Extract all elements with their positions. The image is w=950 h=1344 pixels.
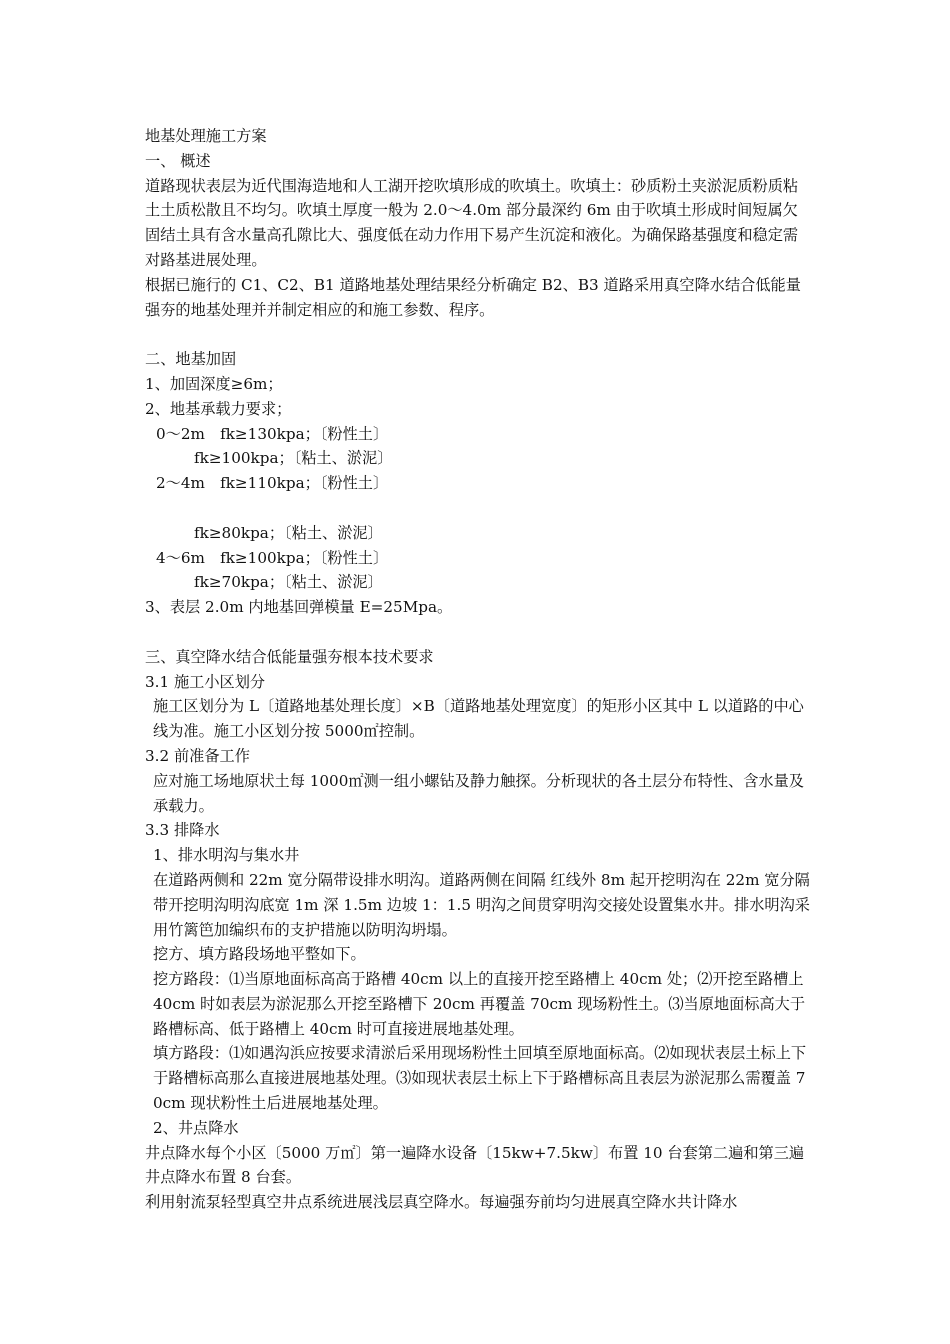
paragraph-overview-2: 根据已施行的 C1、C2、B1 道路地基处理结果经分析确定 B2、B3 道路采用真空降水结合低能量强夯的地基处理并并制定相应的和施工参数、程序。 (145, 275, 801, 319)
paragraph-well-point-1: 井点降水每个小区〔5000 万㎡〕第一遍降水设备〔15kw+7.5kw〕布置 10 台套第二遍和第三遍井点降水布置 8 台套。 (145, 1143, 805, 1187)
requirement-row: 2～4m fk≥110kpa；〔粉性土〕 (156, 474, 389, 493)
blank-line (145, 322, 810, 347)
paragraph-3-2: 应对施工场地原状土每 1000㎡测一组小螺钻及静力触探。分析现状的各土层分布特性、含水量及承载力。 (153, 771, 804, 815)
subsection-heading-3-2: 3.2 前准备工作 (145, 746, 250, 765)
paragraph-site-leveling: 挖方、填方路段场地平整如下。 (153, 945, 366, 964)
paragraph-3-1: 施工区划分为 L〔道路地基处理长度〕×B〔道路地基处理宽度〕的矩形小区其中 L 以道路的中心线为准。施工小区划分按 5000㎡控制。 (153, 697, 804, 741)
blank-line (145, 620, 810, 645)
requirement-row: fk≥100kpa；〔粘土、淤泥〕 (194, 449, 393, 468)
section-heading-reinforcement: 二、地基加固 (145, 350, 237, 369)
list-item-modulus: 3、表层 2.0m 内地基回弹模量 E=25Mpa。 (145, 598, 453, 617)
requirement-row: fk≥70kpa；〔粘土、淤泥〕 (194, 573, 383, 592)
paragraph-drainage-ditch: 在道路两侧和 22m 宽分隔带设排水明沟。道路两侧在间隔 红线外 8m 起开挖明沟在 22m 宽分隔带开挖明沟明沟底宽 1m 深 1.5m 边坡 1：1.5 明沟之间贯穿明沟交接处设置集水井。排水明沟采用竹篱笆加编织布的支护措施以防明沟坍塌。 (153, 870, 810, 939)
sub-item-drainage-ditch: 1、排水明沟与集水井 (153, 846, 300, 865)
requirement-row: 4～6m fk≥100kpa；〔粉性土〕 (156, 548, 389, 567)
paragraph-overview-1: 道路现状表层为近代围海造地和人工湖开挖吹填形成的吹填土。吹填土：砂质粉土夹淤泥质粉质粘土土质松散且不均匀。吹填土厚度一般为 2.0～4.0m 部分最深约 6m 由于吹填土形成时间短属欠固结土具有含水量高孔隙比大、强度低在动力作用下易产生沉淀和液化。为确保路基强度和稳定需对路基进展处理。 (145, 176, 799, 269)
requirement-row: fk≥80kpa；〔粘土、淤泥〕 (194, 523, 383, 542)
blank-line (145, 496, 810, 521)
section-heading-overview: 一、 概述 (145, 151, 211, 170)
section-heading-technical-requirements: 三、真空降水结合低能量强夯根本技术要求 (145, 647, 434, 666)
document-page (145, 124, 810, 1215)
subsection-heading-3-1: 3.1 施工小区划分 (145, 672, 266, 691)
subsection-heading-3-3: 3.3 排降水 (145, 821, 220, 840)
paragraph-well-point-2: 利用射流泵轻型真空井点系统进展浅层真空降水。每遍强夯前均匀进展真空降水共计降水 (145, 1193, 738, 1212)
document-title: 地基处理施工方案 (145, 127, 267, 145)
sub-item-well-point: 2、井点降水 (153, 1118, 239, 1137)
list-item-depth: 1、加固深度≥6m； (145, 374, 283, 393)
paragraph-fill: 填方路段：⑴如遇沟浜应按要求清淤后采用现场粉性土回填至原地面标高。⑵如现状表层土标上下于路槽标高那么直接进展地基处理。⑶如现状表层土标上下于路槽标高且表层为淤泥那么需覆盖 70cm 现状粉性土后进展地基处理。 (153, 1044, 807, 1113)
list-item-bearing-capacity: 2、地基承载力要求； (145, 399, 292, 418)
paragraph-excavation: 挖方路段：⑴当原地面标高高于路槽 40cm 以上的直接开挖至路槽上 40cm 处；⑵开挖至路槽上 40cm 时如表层为淤泥那么开挖至路槽下 20cm 再覆盖 70cm 现场粉性土。⑶当原地面标高大于路槽标高、低于路槽上 40cm 时可直接进展地基处理。 (153, 970, 806, 1038)
requirement-row: 0～2m fk≥130kpa；〔粉性土〕 (156, 424, 389, 443)
